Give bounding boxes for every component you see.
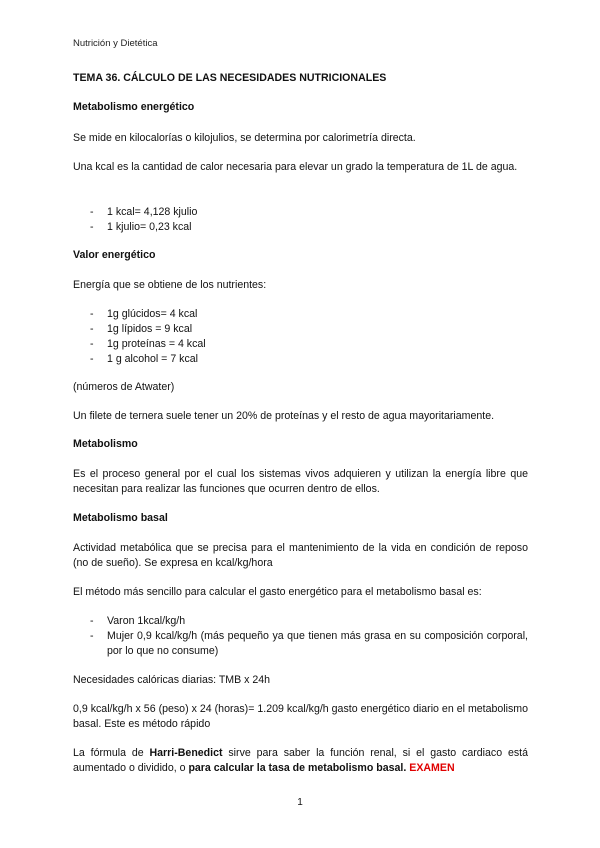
exam-label: EXAMEN [409,762,455,774]
paragraph: 0,9 kcal/kg/h x 56 (peso) x 24 (horas)= 1.209 kcal/kg/h gasto energético diario en el metabolismo basal. Este es método rápido [73,703,528,730]
bold-text: Harri-Benedict [149,747,223,759]
list-item: - 1 g alcohol = 7 kcal [90,353,198,365]
list-item: - Mujer 0,9 kcal/kg/h (más pequeño ya que tienen más grasa en su composición corporal, por lo que no consume) [90,630,528,657]
list-item: - Varon 1kcal/kg/h [90,615,186,627]
list-item: - 1g lípidos = 9 kcal [90,323,193,335]
paragraph: Es el proceso general por el cual los sistemas vivos adquieren y utilizan la energía libre que necesitan para realizar las funciones que ocurren dentro de ellos. [73,468,528,495]
paragraph: Necesidades calóricas diarias: TMB x 24h [73,674,271,686]
paragraph: El método más sencillo para calcular el gasto energético para el metabolismo basal es: [73,586,482,598]
list-item: - 1 kjulio= 0,23 kcal [90,221,192,233]
heading-metabolismo: Metabolismo [73,438,138,450]
page-title: TEMA 36. CÁLCULO DE LAS NECESIDADES NUTRICIONALES [73,72,387,84]
paragraph: (números de Atwater) [73,381,175,393]
page-number: 1 [297,797,303,808]
bullet-list [90,205,528,235]
heading-metabolismo-energetico: Metabolismo energético [73,101,195,113]
paragraph: Un filete de ternera suele tener un 20% de proteínas y el resto de agua mayoritariamente. [73,410,495,422]
paragraph: Se mide en kilocalorías o kilojulios, se determina por calorimetría directa. [73,132,416,144]
bullet-list [90,614,528,659]
bold-text: para calcular la tasa de metabolismo basal. [188,762,407,774]
bullet-list [90,307,528,367]
list-item: - 1g glúcidos= 4 kcal [90,308,198,320]
heading-metabolismo-basal: Metabolismo basal [73,512,168,524]
paragraph-harris-benedict: La fórmula de Harri-Benedict sirve para saber la función renal, si el gasto cardiaco está aumentado o dividido, o para calcular la tasa de metabolismo basal. EXAMEN [73,747,528,774]
list-item: - 1 kcal= 4,128 kjulio [90,206,198,218]
list-item: - 1g proteínas = 4 kcal [90,338,206,350]
paragraph: Una kcal es la cantidad de calor necesaria para elevar un grado la temperatura de 1L de agua. [73,161,518,173]
heading-valor-energetico: Valor energético [73,249,156,261]
paragraph: Actividad metabólica que se precisa para el mantenimiento de la vida en condición de reposo (no de sueño). Se expresa en kcal/kg/hora [73,542,528,569]
paragraph: Energía que se obtiene de los nutrientes: [73,279,267,291]
page-header: Nutrición y Dietética [73,38,158,49]
